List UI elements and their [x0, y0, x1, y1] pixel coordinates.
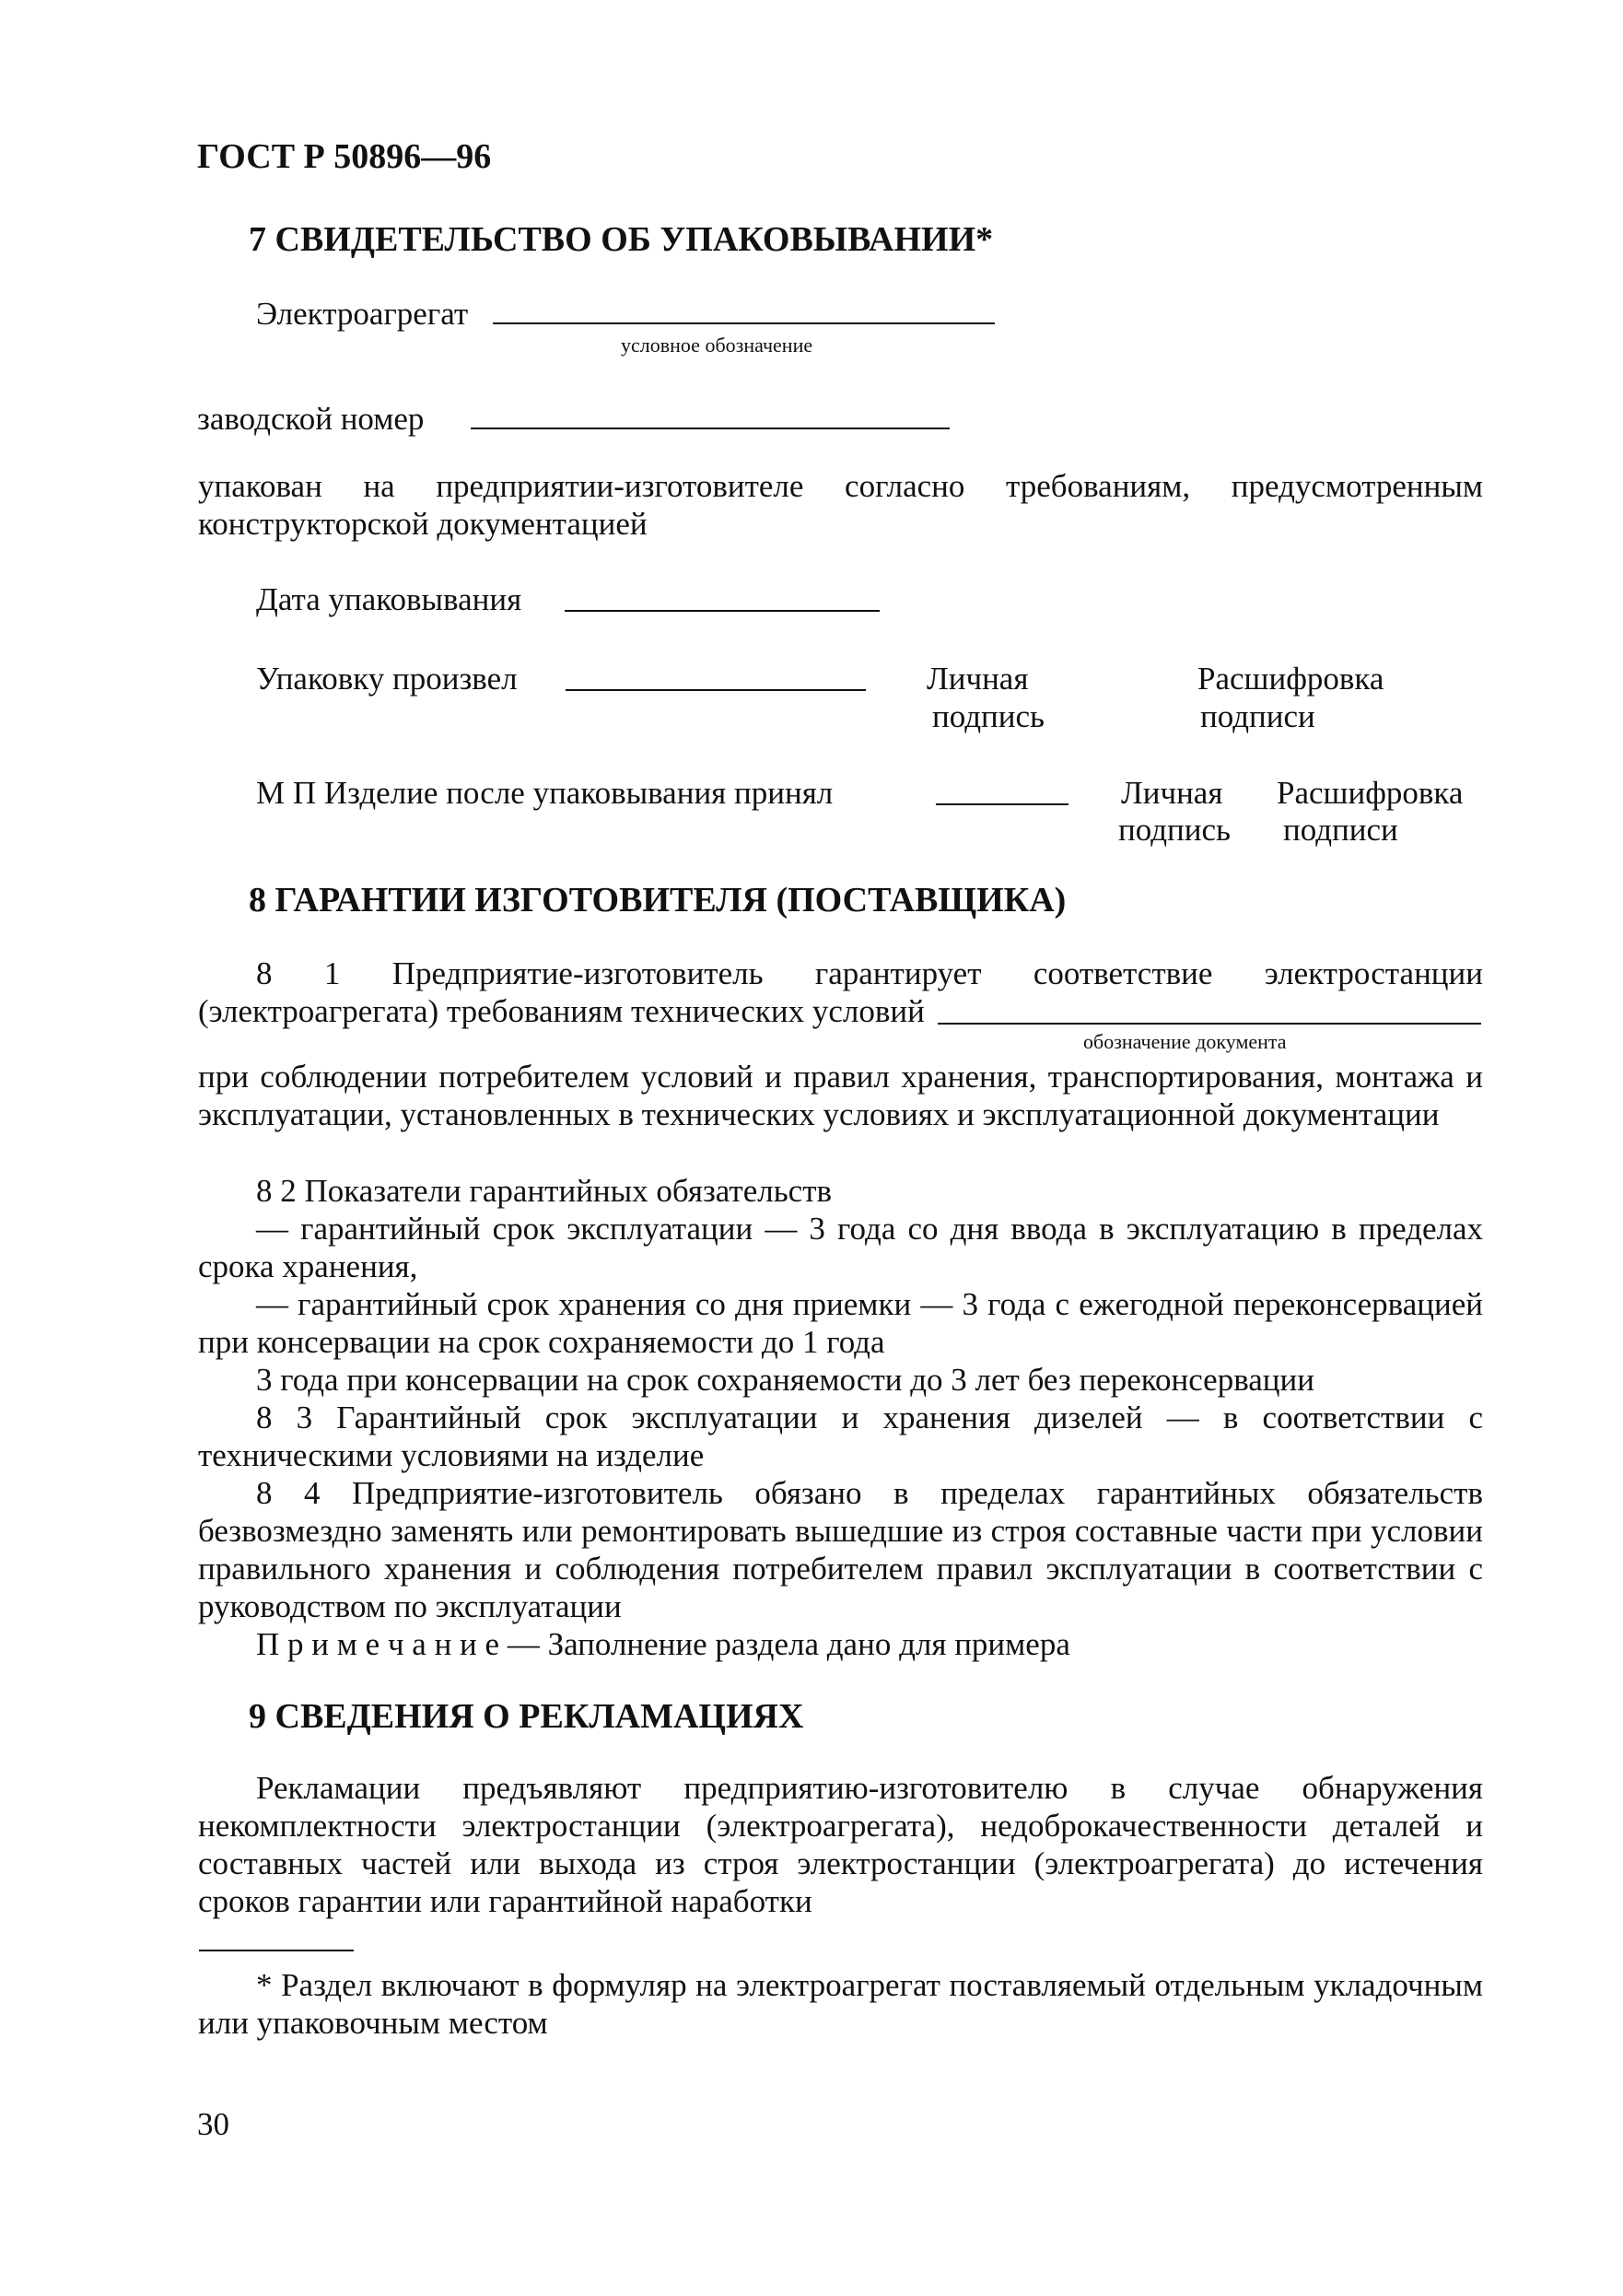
guarantee-paragraph-1: 8 1 Предприятие-изготовитель гарантирует соответствие электростанции (электроагрегата) требованиям технических условий [198, 955, 1483, 1029]
guarantee-paragraph-5: 3 года при консервации на срок сохраняемости до 3 лет без переконсервации [256, 1362, 1315, 1398]
accepted-by-field[interactable] [936, 803, 1068, 805]
guarantee-paragraph-4: — гарантийный срок хранения со дня приемки — 3 года с ежегодной переконсервацией при консервации на срок сохраняемости до 1 года [198, 1286, 1483, 1360]
document-reference-field[interactable] [938, 1023, 1481, 1025]
footnote-separator [199, 1950, 354, 1951]
packer-field[interactable] [566, 689, 866, 691]
pack-date-field[interactable] [565, 610, 880, 612]
claims-paragraph: Рекламации предъявляют предприятию-изготовителю в случае обнаружения некомплектности электростанции (электроагрегата), недоброкачественности деталей и составных частей или выхода из строя электростанции (электроагрегата) до истечения сроков гарантии или гарантийной наработки [198, 1770, 1483, 1919]
section-7-title: 7 СВИДЕТЕЛЬСТВО ОБ УПАКОВЫВАНИИ* [249, 220, 994, 259]
guarantee-note: П р и м е ч а н и е — Заполнение раздела дано для примера [256, 1626, 1070, 1662]
accepted-signature-caption-1: Личная [1121, 775, 1223, 811]
guarantee-paragraph-7: 8 4 Предприятие-изготовитель обязано в пределах гарантийных обязательств безвозмездно заменять или ремонтировать вышедшие из строя составные части при условии правильного хранения и соблюдения потребителем правил эксплуатации в соответствии с руководством по эксплуатации [198, 1475, 1483, 1624]
document-code: ГОСТ Р 50896—96 [197, 137, 492, 176]
guarantee-paragraph-2: 8 2 Показатели гарантийных обязательств [256, 1173, 833, 1209]
packing-statement: упакован на предприятии-изготовителе согласно требованиям, предусмотренным конструкторской документацией [198, 468, 1483, 542]
generator-label: Электроагрегат [256, 296, 469, 332]
packer-signature-caption-2: подпись [932, 698, 1045, 734]
packer-decoding-caption-1: Расшифровка [1197, 661, 1384, 697]
pack-date-label: Дата упаковывания [256, 581, 522, 617]
accepted-decoding-caption-2: подписи [1283, 812, 1398, 848]
section-8-title: 8 ГАРАНТИИ ИЗГОТОВИТЕЛЯ (ПОСТАВЩИКА) [249, 881, 1067, 920]
serial-field[interactable] [471, 428, 950, 429]
generator-field[interactable] [493, 322, 995, 324]
accepted-signature-caption-2: подпись [1118, 812, 1231, 848]
packer-decoding-caption-2: подписи [1200, 698, 1315, 734]
guarantee-paragraph-6: 8 3 Гарантийный срок эксплуатации и хранения дизелей — в соответствии с техническими условиями на изделие [198, 1400, 1483, 1473]
packer-label: Упаковку произвел [256, 661, 518, 697]
footnote: * Раздел включают в формуляр на электроагрегат поставляемый отдельным укладочным или упаковочным местом [198, 1967, 1483, 2041]
section-9-title: 9 СВЕДЕНИЯ О РЕКЛАМАЦИЯХ [249, 1697, 804, 1736]
page-number: 30 [197, 2106, 229, 2142]
serial-label: заводской номер [197, 401, 425, 437]
generator-caption: условное обозначение [621, 334, 813, 357]
document-reference-caption: обозначение документа [1083, 1030, 1287, 1053]
guarantee-paragraph-3: — гарантийный срок эксплуатации — 3 года со дня ввода в эксплуатацию в пределах срока хранения, [198, 1211, 1483, 1284]
guarantee-paragraph-1-cont: при соблюдении потребителем условий и правил хранения, транспортирования, монтажа и эксплуатации, установленных в технических условиях и эксплуатационной документации [198, 1059, 1483, 1132]
accepted-by-label: М П Изделие после упаковывания принял [256, 775, 834, 811]
packer-signature-caption-1: Личная [927, 661, 1029, 697]
accepted-decoding-caption-1: Расшифровка [1277, 775, 1464, 811]
